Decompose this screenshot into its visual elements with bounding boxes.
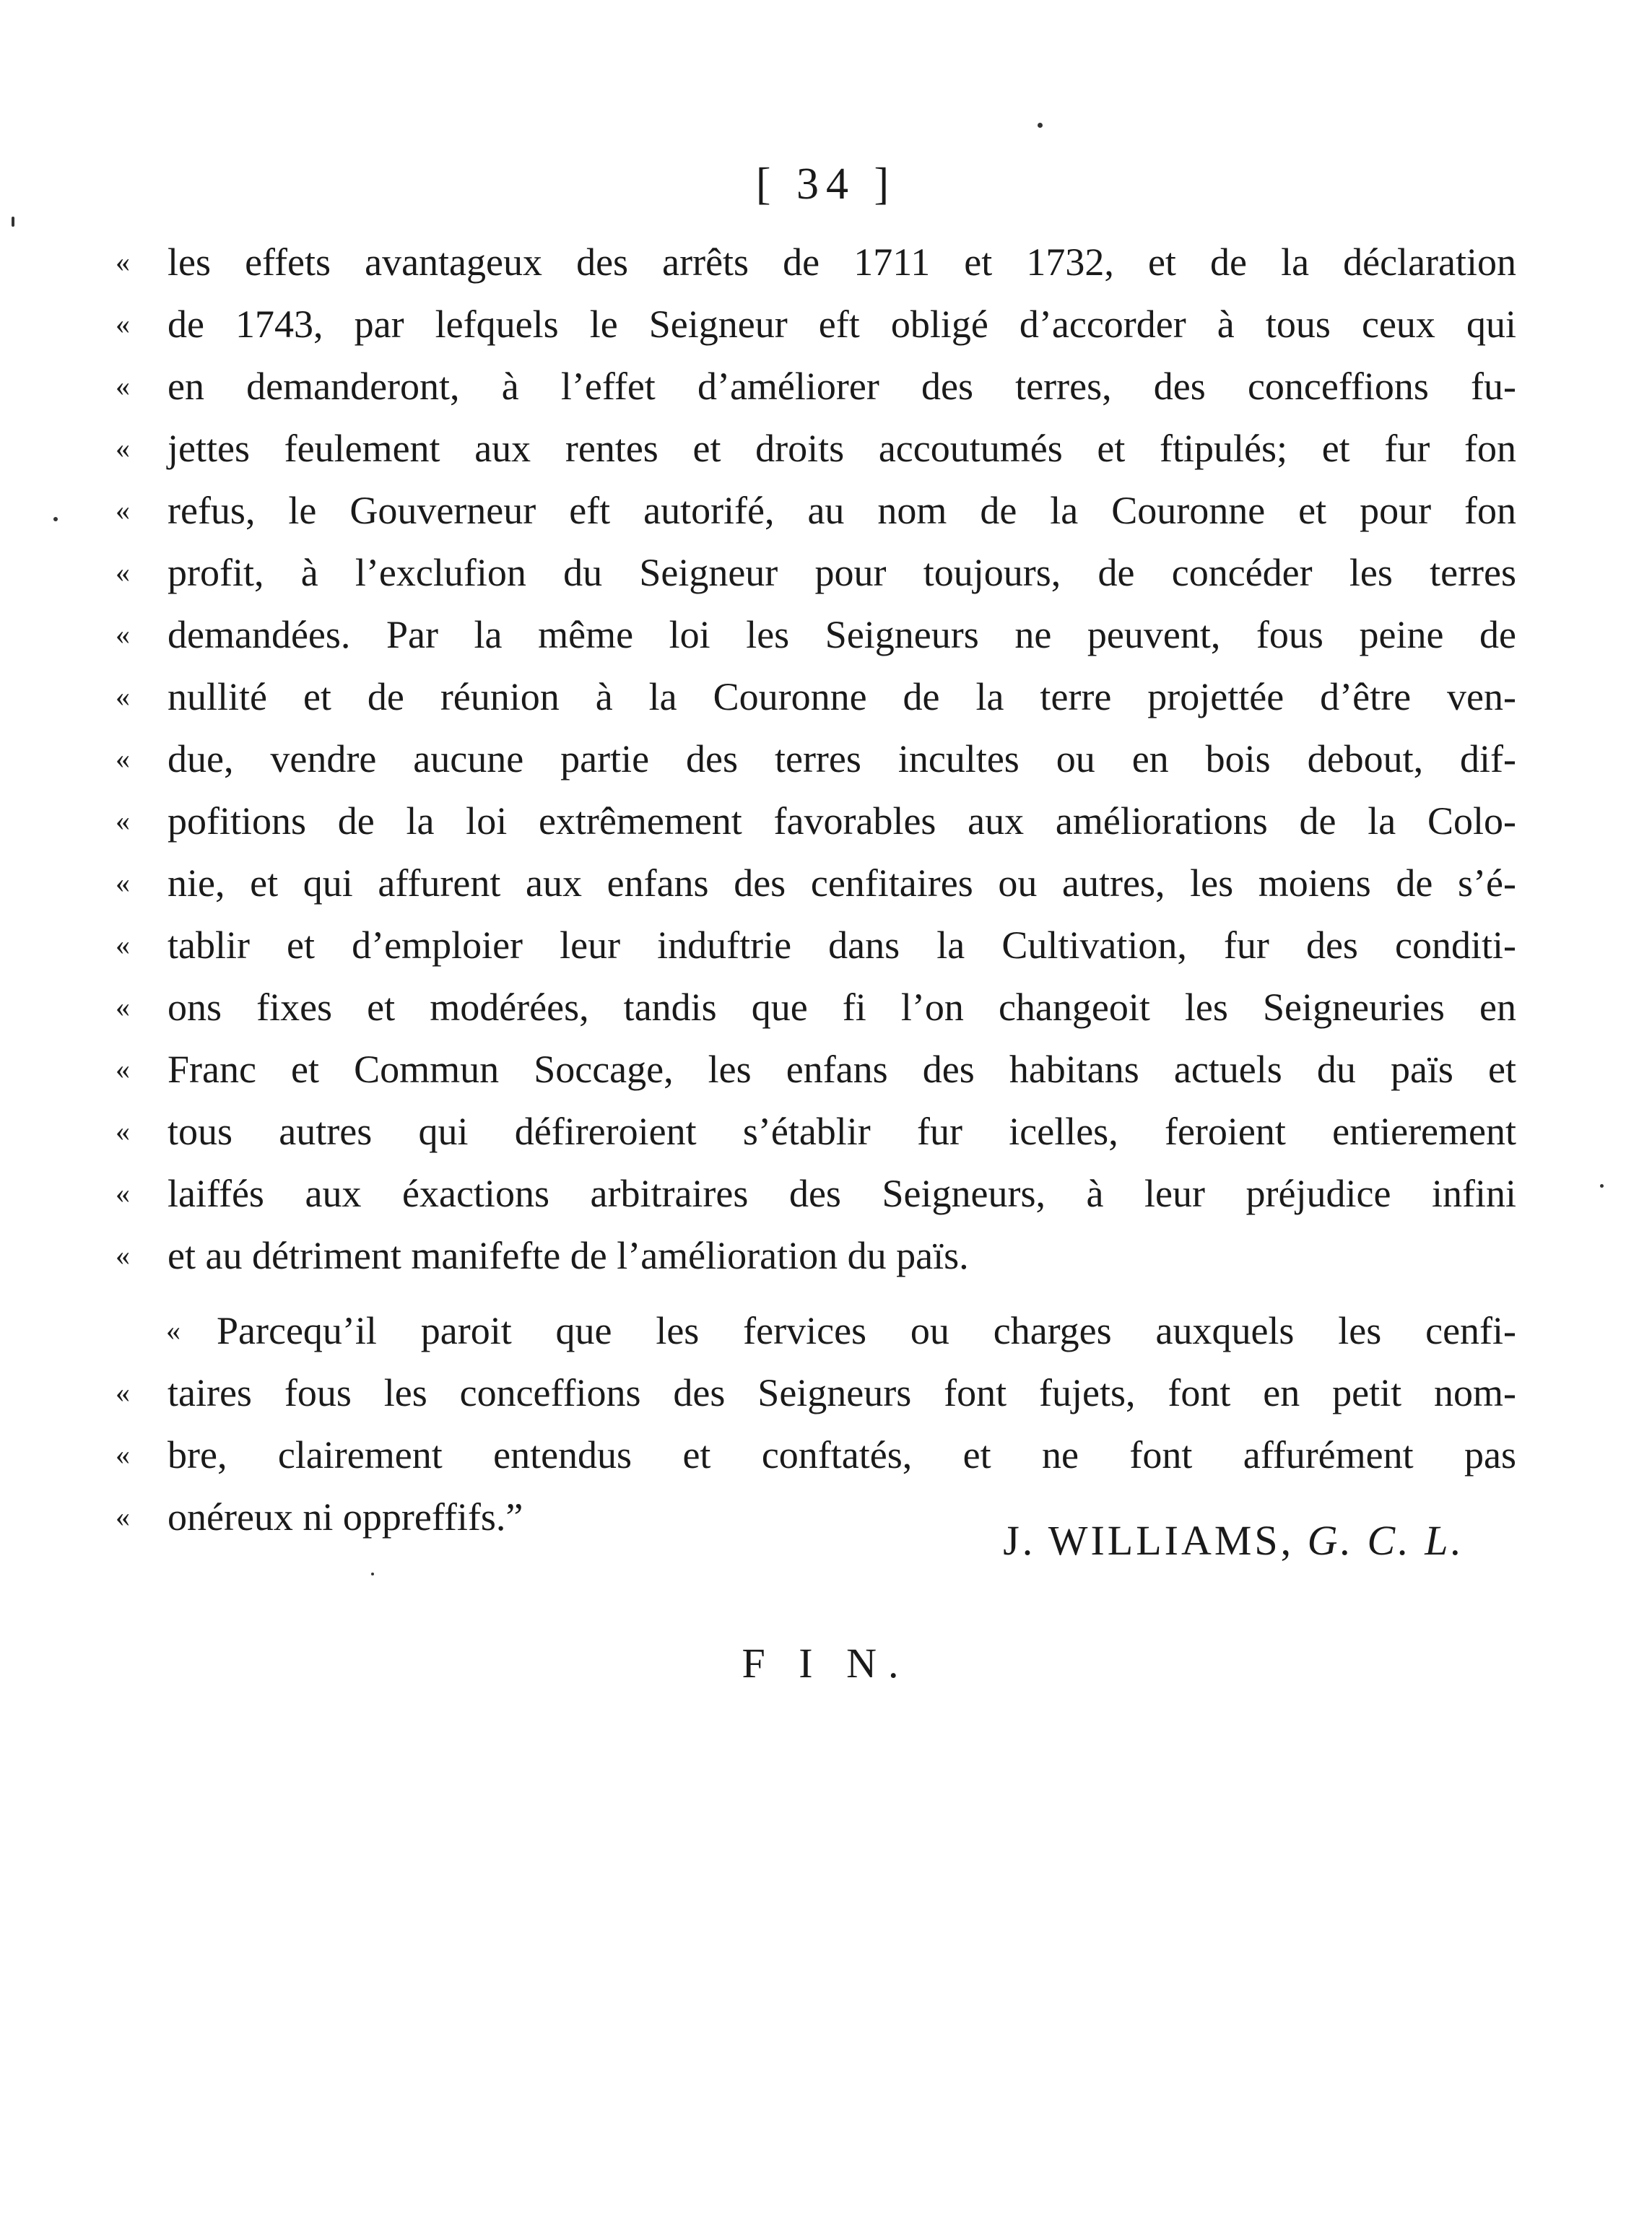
line-text: refus, le Gouverneur eft autorifé, au nom de la Couronne et pour fon bbox=[168, 489, 1516, 532]
print-speck bbox=[1038, 123, 1043, 128]
body-text bbox=[116, 231, 1516, 1548]
guillemet: « bbox=[116, 1376, 130, 1409]
signature-title: G. C. L. bbox=[1307, 1517, 1464, 1564]
text-line bbox=[116, 1362, 1516, 1424]
signature-name: J. WILLIAMS, bbox=[1003, 1517, 1295, 1564]
line-text: et au détriment manifefte de l’amélioration du païs. bbox=[168, 1234, 969, 1277]
guillemet: « bbox=[116, 308, 130, 340]
guillemet: « bbox=[116, 618, 130, 651]
guillemet: « bbox=[116, 1053, 130, 1085]
guillemet: « bbox=[166, 1314, 181, 1347]
line-text: Franc et Commun Soccage, les enfans des habitans actuels du païs et bbox=[168, 1048, 1516, 1091]
text-line bbox=[116, 604, 1516, 666]
fin-mark: F I N. bbox=[742, 1640, 910, 1687]
guillemet: « bbox=[116, 494, 130, 526]
line-text: onéreux ni oppreffifs.” bbox=[168, 1495, 523, 1539]
guillemet: « bbox=[116, 1115, 130, 1147]
text-line bbox=[116, 355, 1516, 417]
text-line bbox=[116, 1100, 1516, 1162]
text-line bbox=[116, 1225, 1516, 1287]
line-text: profit, à l’exclufion du Seigneur pour toujours, de concéder les terres bbox=[168, 551, 1516, 594]
line-text: pofitions de la loi extrêmement favorables aux améliorations de la Colo- bbox=[168, 799, 1516, 843]
text-line bbox=[116, 914, 1516, 976]
text-line bbox=[116, 231, 1516, 293]
line-text: ons fixes et modérées, tandis que fi l’on changeoit les Seigneuries en bbox=[168, 986, 1516, 1029]
line-text: tous autres qui défireroient s’établir fur icelles, feroient entierement bbox=[168, 1110, 1516, 1153]
text-line bbox=[116, 417, 1516, 479]
text-line bbox=[116, 728, 1516, 790]
line-text: nie, et qui affurent aux enfans des cenfitaires ou autres, les moiens de s’é- bbox=[168, 861, 1516, 905]
line-text: en demanderont, à l’effet d’améliorer des terres, des conceffions fu- bbox=[168, 365, 1516, 408]
line-text: bre, clairement entendus et conftatés, et ne font affurément pas bbox=[168, 1433, 1516, 1477]
guillemet: « bbox=[116, 929, 130, 961]
guillemet: « bbox=[116, 866, 130, 899]
print-speck bbox=[1600, 1184, 1604, 1188]
text-line bbox=[116, 1162, 1516, 1225]
guillemet: « bbox=[116, 742, 130, 775]
paragraph-1 bbox=[116, 231, 1516, 1287]
line-text: de 1743, par lefquels le Seigneur eft obligé d’accorder à tous ceux qui bbox=[168, 303, 1516, 346]
print-speck bbox=[12, 217, 14, 227]
guillemet: « bbox=[116, 991, 130, 1023]
text-line bbox=[116, 1424, 1516, 1486]
guillemet: « bbox=[116, 1500, 130, 1533]
guillemet: « bbox=[116, 680, 130, 713]
guillemet: « bbox=[116, 804, 130, 837]
line-text: les effets avantageux des arrêts de 1711 et 1732, et de la déclaration bbox=[168, 240, 1516, 284]
text-line bbox=[116, 1038, 1516, 1100]
text-line bbox=[116, 976, 1516, 1038]
line-text: nullité et de réunion à la Couronne de la terre projettée d’être ven- bbox=[168, 675, 1516, 718]
guillemet: « bbox=[116, 556, 130, 588]
paragraph-2 bbox=[116, 1300, 1516, 1548]
guillemet: « bbox=[116, 370, 130, 402]
text-line bbox=[116, 479, 1516, 542]
signature bbox=[1003, 1516, 1464, 1565]
print-speck bbox=[53, 517, 58, 521]
page-number: [ 34 ] bbox=[755, 160, 897, 209]
text-line bbox=[116, 293, 1516, 355]
line-text: due, vendre aucune partie des terres incultes ou en bois debout, dif- bbox=[168, 737, 1516, 781]
guillemet: « bbox=[116, 245, 130, 278]
text-line bbox=[116, 666, 1516, 728]
text-line bbox=[116, 790, 1516, 852]
guillemet: « bbox=[116, 1438, 130, 1471]
text-line bbox=[116, 1300, 1516, 1362]
text-line bbox=[116, 852, 1516, 914]
guillemet: « bbox=[116, 1239, 130, 1271]
line-text: demandées. Par la même loi les Seigneurs ne peuvent, fous peine de bbox=[168, 613, 1516, 656]
line-text: Parcequ’il paroit que les fervices ou charges auxquels les cenfi- bbox=[217, 1309, 1516, 1352]
guillemet: « bbox=[116, 432, 130, 464]
line-text: jettes feulement aux rentes et droits accoutumés et ftipulés; et fur fon bbox=[168, 427, 1516, 470]
guillemet: « bbox=[116, 1177, 130, 1209]
line-text: laiffés aux éxactions arbitraires des Seigneurs, à leur préjudice infini bbox=[168, 1172, 1516, 1215]
line-text: taires fous les conceffions des Seigneurs font fujets, font en petit nom- bbox=[168, 1371, 1516, 1414]
print-speck bbox=[371, 1573, 374, 1575]
line-text: tablir et d’emploier leur induftrie dans la Cultivation, fur des conditi- bbox=[168, 923, 1516, 967]
text-line bbox=[116, 542, 1516, 604]
